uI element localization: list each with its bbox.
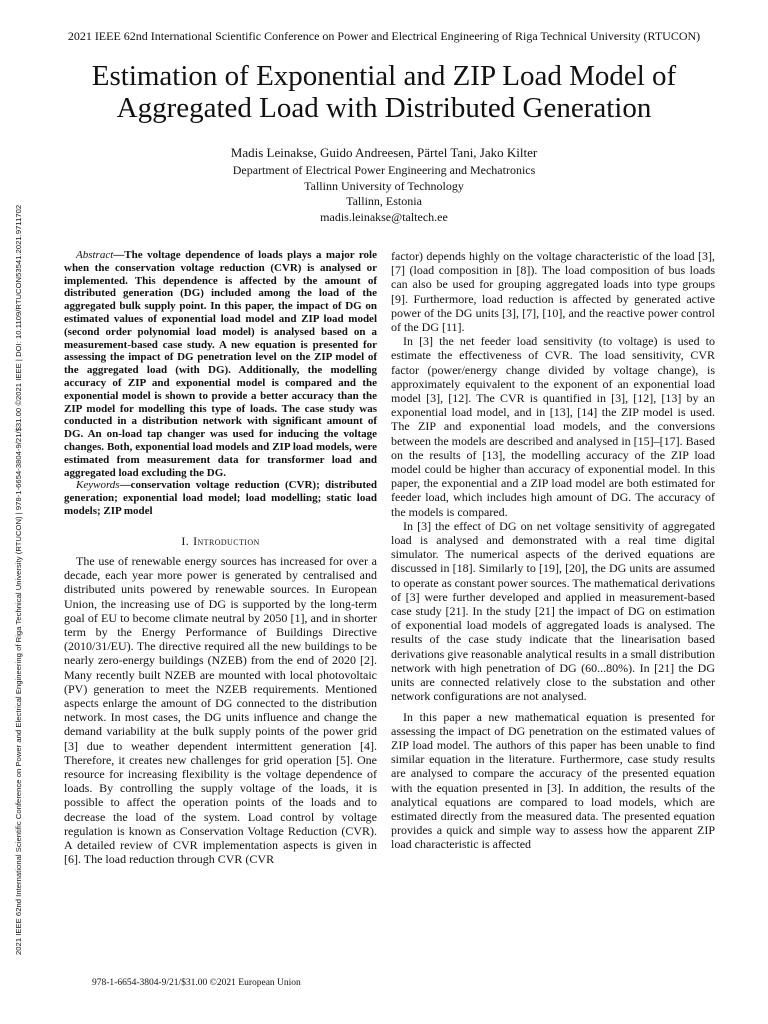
section-title: Introduction	[193, 533, 260, 548]
right-paragraph-4: In this paper a new mathematical equation is presented for assessing the impact of DG penetration on the estimated values of ZIP load model. The authors of this paper has been unable to find similar equation in the literature. Furthermore, case study results are analysed to compare the accuracy of the presented equation with the equation presented in [3]. In addition, the results of the analytical equations are compared to load models, which are estimated directly from the measured data. The presented equation provides a quick and simple way to assess how the apparent ZIP load characteristic is affected	[391, 709, 715, 852]
affiliation	[0, 163, 768, 225]
abstract-lead: Abstract	[76, 249, 114, 261]
paper-title: Estimation of Exponential and ZIP Load Model of Aggregated Load with Distributed Generation	[91, 60, 677, 124]
author-email: madis.leinakse@taltech.ee	[320, 209, 448, 224]
side-reference-text: 2021 IEEE 62nd International Scientific Conference on Power and Electrical Engineering of Riga Technical University (RTUCON) | 978-1-6654-3804-9/21/$31.00 ©2021 IEEE | DOI: 10.1109/RTUCON53541.2021.9711702	[14, 204, 23, 955]
keywords-body: —conservation voltage reduction (CVR); distributed generation; exponential load model; load modelling; static load models; ZIP model	[64, 479, 377, 517]
section-heading-introduction	[64, 534, 377, 548]
left-column	[64, 249, 377, 866]
authors: Madis Leinakse, Guido Andreesen, Pärtel Tani, Jako Kilter	[230, 145, 538, 160]
intro-paragraph-1: The use of renewable energy sources has increased for over a decade, each year more power is generated by centralised and distributed units powered by renewable sources. In European Union, the increasing use of DG is supported by the long-term goal of EU to become climate neutral by 2050 [1], and in shorter term by the Energy Performance of Buildings Directive (2010/31/EU). The directive required all the new buildings to be nearly zero-energy buildings (NZEB) from the end of 2020 [2]. Many recently built NZEB are mounted with local photovoltaic (PV) generation to meet the NZEB requirements. Mentioned aspects enlarge the amount of DG connected to the distribution network. In most cases, the DG units influence and change the demand variability at the bulk supply points of the power grid [3] due to weather dependent intermittent generation [4]. Therefore, it creates new challenges for grid operation [5]. One resource for increasing flexibility is the voltage dependence of loads. By controlling the supply voltage of the loads, it is possible to affect the operation points of the loads and to decrease the load of the system. Load control by voltage regulation is known as Conservation Voltage Reduction (CVR). A detailed review of CVR implementation aspects is given in [6]. The load reduction through CVR (CVR	[64, 553, 377, 867]
abstract	[64, 249, 377, 479]
right-paragraph-1: factor) depends highly on the voltage characteristic of the load [3], [7] (load composition in [8]). The load composition of bus loads can also be used for grouping aggregated loads into type groups [9]. Furthermore, load reduction is affected by generated active power of the DG units [3], [7], [10], and the reactive power control of the DG [11].	[391, 249, 715, 335]
keywords	[64, 479, 377, 517]
keywords-lead: Keywords	[76, 479, 120, 492]
affiliation-department: Department of Electrical Power Engineering and Mechatronics	[232, 163, 536, 177]
right-paragraph-3: In [3] the effect of DG on net voltage sensitivity of aggregated load is analysed and demonstrated with a real time digital simulator. The numerical aspects of the derived equations are discussed in [18]. Similarly to [19], [20], the DG units are assumed to operate as constant power sources. The mathematical derivations of [3] were further developed and applied in measurement-based case study [21]. In the study [21] the impact of DG on estimation of exponential load models of aggregated loads is analysed. The results of the case study indicate that the linearisation based derivations give reasonable analytical results in a small distribution network with high penetration of DG (60...80%). In [21] the DG units are connected relatively close to the substation and other network configurations are not analysed.	[391, 518, 715, 704]
abstract-body: —The voltage dependence of loads plays a major role when the conservation voltage reduction (CVR) is analysed or implemented. This dependence is affected by the amount of distributed generation (DG) included among the load of the aggregated bulk supply point. In this paper, the impact of DG on estimated values of exponential load model and ZIP load model (second order polynomial load model) is analysed based on a measurement-based case study. A new equation is presented for assessing the impact of DG penetration level on the ZIP model of the aggregated load (with DG). Additionally, the modelling accuracy of ZIP and exponential model is compared and the exponential model is shown to provide a better accuracy than the ZIP model for modelling this type of loads. The case study was conducted in a distribution network with significant amount of DG. An on-load tap changer was used for inducing the voltage changes. Both, exponential load models and ZIP load models, were estimated from measurement data for transformer load and aggregated load excluding the DG.	[64, 249, 377, 479]
affiliation-university: Tallinn University of Technology	[304, 178, 464, 193]
conference-header: 2021 IEEE 62nd International Scientific Conference on Power and Electrical Engineering of Riga Technical University (RTUCON)	[67, 29, 701, 43]
right-column	[391, 249, 715, 852]
section-number: I.	[181, 533, 190, 548]
affiliation-city: Tallinn, Estonia	[346, 194, 422, 208]
right-paragraph-2: In [3] the net feeder load sensitivity (to voltage) is used to estimate the effectiveness of CVR. The load sensitivity, CVR factor (power/energy change divided by voltage change), is approximately equivalent to the exponent of an exponential load model [3], [12]. The CVR is quantified in [3], [12], [13] by an exponential load model, and in [13], [14] the ZIP model is used. The ZIP and exponential load models, and the conversions between the models are described and analysed in [15]–[17]. Based on the results of [13], the modelling accuracy of the ZIP load model could be higher than accuracy of exponential model. In this paper, the exponential and a ZIP load model are both estimated for feeder load, which includes high amount of DG. The accuracy of the models is compared.	[391, 334, 715, 519]
copyright-footer: 978-1-6654-3804-9/21/$31.00 ©2021 European Union	[92, 978, 301, 988]
